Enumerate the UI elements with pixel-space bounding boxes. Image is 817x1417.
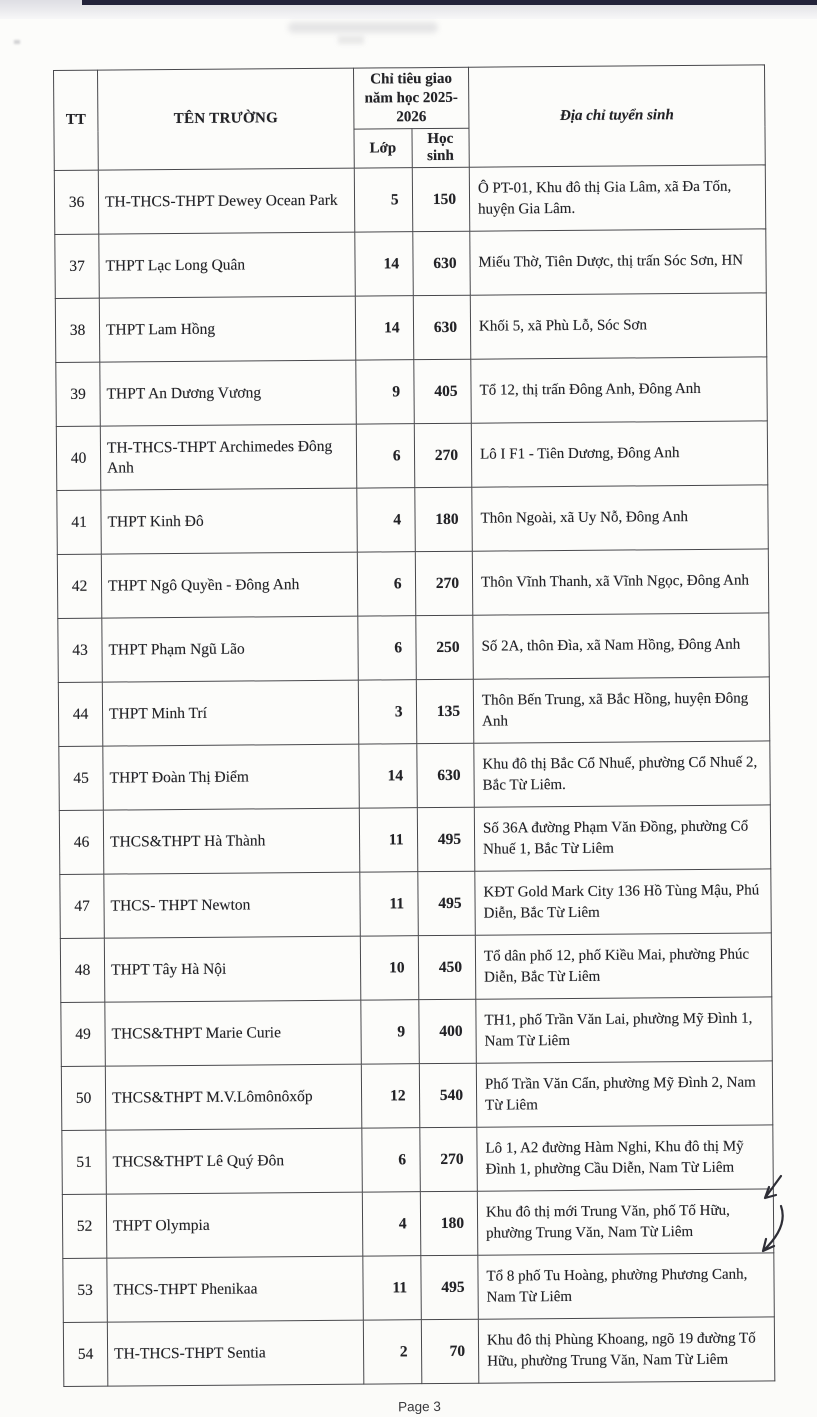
cell-students: 150 xyxy=(412,167,470,231)
cell-address: Thôn Vĩnh Thanh, xã Vĩnh Ngọc, Đông Anh xyxy=(472,549,768,615)
cell-classes: 4 xyxy=(357,488,415,552)
document-body xyxy=(53,64,776,1417)
cell-address: Khu đô thị Bắc Cổ Nhuế, phường Cổ Nhuế 2, Bắc Từ Liêm. xyxy=(474,741,770,807)
cell-school-name: THCS&THPT Marie Curie xyxy=(105,1000,361,1066)
cell-tt: 37 xyxy=(55,234,100,298)
cell-students: 450 xyxy=(418,935,476,999)
cell-school-name: TH-THCS-THPT Dewey Ocean Park xyxy=(98,168,354,234)
header-quota-group: Chỉ tiêu giao năm học 2025-2026 xyxy=(353,67,468,129)
paper-speck xyxy=(14,40,20,44)
cell-students: 630 xyxy=(416,743,474,807)
cell-tt: 53 xyxy=(63,1258,108,1322)
cell-tt: 39 xyxy=(56,362,101,426)
cell-address: Số 2A, thôn Đìa, xã Nam Hồng, Đông Anh xyxy=(473,613,769,679)
cell-school-name: TH-THCS-THPT Archimedes Đông Anh xyxy=(100,424,356,490)
cell-tt: 50 xyxy=(61,1066,106,1130)
cell-students: 270 xyxy=(415,551,473,615)
cell-address: Tổ dân phố 12, phố Kiều Mai, phường Phúc Diễn, Bắc Từ Liêm xyxy=(475,933,771,999)
header-admission-address: Địa chỉ tuyển sinh xyxy=(468,65,765,168)
cell-students: 135 xyxy=(416,679,474,743)
cell-classes: 11 xyxy=(363,1256,421,1320)
cell-school-name: THCS&THPT Hà Thành xyxy=(103,808,359,874)
table-row xyxy=(63,1317,774,1387)
cell-students: 250 xyxy=(415,615,473,679)
cell-students: 270 xyxy=(414,423,472,487)
viewer-top-bar xyxy=(82,0,817,5)
cell-address: TH1, phố Trần Văn Lai, phường Mỹ Đình 1, Nam Từ Liêm xyxy=(476,997,772,1063)
table-row xyxy=(55,293,766,363)
header-tt: TT xyxy=(54,70,99,171)
table-row xyxy=(61,1061,772,1131)
cell-classes: 6 xyxy=(362,1128,420,1192)
cell-address: Thôn Bến Trung, xã Bắc Hồng, huyện Đông Anh xyxy=(473,677,769,743)
cell-classes: 9 xyxy=(356,360,414,424)
cell-classes: 4 xyxy=(362,1192,420,1256)
cell-address: Thôn Ngoài, xã Uy Nỗ, Đông Anh xyxy=(472,485,768,551)
table-row xyxy=(58,613,769,683)
cell-classes: 2 xyxy=(363,1320,421,1384)
cell-tt: 40 xyxy=(56,426,101,490)
cell-students: 405 xyxy=(413,359,471,423)
table-row xyxy=(61,997,772,1067)
cell-classes: 3 xyxy=(358,680,416,744)
cell-students: 180 xyxy=(414,487,472,551)
enrollment-quota-table xyxy=(53,64,775,1387)
cell-tt: 52 xyxy=(62,1194,107,1258)
cell-students: 180 xyxy=(420,1191,478,1255)
cell-students: 495 xyxy=(420,1255,478,1319)
cell-students: 630 xyxy=(413,295,471,359)
cell-classes: 14 xyxy=(355,296,413,360)
cell-tt: 41 xyxy=(57,490,102,554)
cell-tt: 47 xyxy=(60,874,105,938)
cell-address: Khu đô thị mới Trung Văn, phố Tố Hữu, phường Trung Văn, Nam Từ Liêm xyxy=(477,1189,773,1255)
cell-tt: 49 xyxy=(61,1002,106,1066)
table-row xyxy=(56,357,767,427)
cell-school-name: TH-THCS-THPT Sentia xyxy=(107,1320,363,1386)
table-row xyxy=(56,421,767,491)
cell-tt: 44 xyxy=(58,682,103,746)
cell-school-name: THPT Lạc Long Quân xyxy=(99,232,355,298)
table-row xyxy=(59,741,770,811)
cell-address: Ô PT-01, Khu đô thị Gia Lâm, xã Đa Tốn, huyện Gia Lâm. xyxy=(469,165,765,231)
cell-tt: 42 xyxy=(57,554,102,618)
table-row xyxy=(60,869,771,939)
cell-tt: 36 xyxy=(54,170,99,234)
cell-address: KĐT Gold Mark City 136 Hồ Tùng Mậu, Phú Diễn, Bắc Từ Liêm xyxy=(475,869,771,935)
cell-tt: 38 xyxy=(55,298,100,362)
cell-classes: 9 xyxy=(361,1000,419,1064)
table-row xyxy=(62,1125,773,1195)
cell-students: 540 xyxy=(419,1063,477,1127)
cell-school-name: THCS&THPT M.V.Lômônôxốp xyxy=(105,1064,361,1130)
cell-classes: 5 xyxy=(354,168,412,232)
cell-tt: 43 xyxy=(58,618,103,682)
cell-address: Miếu Thờ, Tiên Dược, thị trấn Sóc Sơn, HN xyxy=(470,229,766,295)
cell-classes: 6 xyxy=(356,424,414,488)
cell-tt: 46 xyxy=(59,810,104,874)
cell-classes: 10 xyxy=(360,936,418,1000)
cell-tt: 54 xyxy=(63,1322,108,1386)
cell-school-name: THCS&THPT Lê Quý Đôn xyxy=(106,1128,362,1194)
cell-classes: 6 xyxy=(357,552,415,616)
table-row xyxy=(58,677,769,747)
cell-address: Tổ 8 phố Tu Hoàng, phường Phương Canh, Nam Từ Liêm xyxy=(478,1253,774,1319)
cell-school-name: THPT Kinh Đô xyxy=(101,488,357,554)
cell-tt: 51 xyxy=(62,1130,107,1194)
cell-classes: 14 xyxy=(359,744,417,808)
page-number: Page 3 xyxy=(398,1399,441,1415)
cell-address: Lô 1, A2 đường Hàm Nghi, Khu đô thị Mỹ Đình 1, phường Cầu Diễn, Nam Từ Liêm xyxy=(477,1125,773,1191)
cell-school-name: THPT An Dương Vương xyxy=(100,360,356,426)
table-body xyxy=(54,165,775,1387)
table-row xyxy=(57,549,768,619)
cell-school-name: THPT Tây Hà Nội xyxy=(104,936,360,1002)
cell-address: Tổ 12, thị trấn Đông Anh, Đông Anh xyxy=(471,357,767,423)
cell-students: 495 xyxy=(417,871,475,935)
cell-classes: 14 xyxy=(355,232,413,296)
cell-tt: 48 xyxy=(60,938,105,1002)
table-row xyxy=(59,805,770,875)
header-school-name: TÊN TRƯỜNG xyxy=(98,68,355,170)
cell-students: 70 xyxy=(421,1319,479,1383)
cell-classes: 12 xyxy=(361,1064,419,1128)
cell-school-name: THPT Đoàn Thị Điểm xyxy=(103,744,359,810)
cell-address: Phố Trần Văn Cẩn, phường Mỹ Đình 2, Nam Từ Liêm xyxy=(476,1061,772,1127)
cell-address: Khu đô thị Phùng Khoang, ngõ 19 đường Tố Hữu, phường Trung Văn, Nam Từ Liêm xyxy=(478,1317,774,1383)
cell-students: 270 xyxy=(419,1127,477,1191)
cell-school-name: THPT Minh Trí xyxy=(102,680,358,746)
cell-school-name: THPT Phạm Ngũ Lão xyxy=(102,616,358,682)
cell-school-name: THCS- THPT Newton xyxy=(104,872,360,938)
cell-school-name: THPT Lam Hồng xyxy=(99,296,355,362)
cell-students: 400 xyxy=(418,999,476,1063)
cell-classes: 11 xyxy=(359,808,417,872)
table-row xyxy=(54,165,765,235)
pen-mark-icon xyxy=(735,1172,805,1272)
table-row xyxy=(62,1189,773,1259)
header-students: Học sinh xyxy=(411,128,469,167)
table-header xyxy=(54,65,766,171)
header-classes: Lớp xyxy=(354,129,412,168)
cell-address: Khối 5, xã Phù Lỗ, Sóc Sơn xyxy=(470,293,766,359)
cell-school-name: THCS-THPT Phenikaa xyxy=(107,1256,363,1322)
cell-school-name: THPT Olympia xyxy=(106,1192,362,1258)
table-row xyxy=(57,485,768,555)
cell-address: Số 36A đường Phạm Văn Đồng, phường Cổ Nhuế 1, Bắc Từ Liêm xyxy=(474,805,770,871)
cell-classes: 6 xyxy=(358,616,416,680)
table-row xyxy=(55,229,766,299)
table-row xyxy=(60,933,771,1003)
cell-classes: 11 xyxy=(360,872,418,936)
cell-students: 495 xyxy=(417,807,475,871)
cell-students: 630 xyxy=(412,231,470,295)
cell-address: Lô I F1 - Tiên Dương, Đông Anh xyxy=(471,421,767,487)
cell-school-name: THPT Ngô Quyền - Đông Anh xyxy=(101,552,357,618)
bleed-through-smudge xyxy=(288,22,438,33)
bleed-through-smudge xyxy=(338,36,364,44)
table-row xyxy=(63,1253,774,1323)
cell-tt: 45 xyxy=(59,746,104,810)
